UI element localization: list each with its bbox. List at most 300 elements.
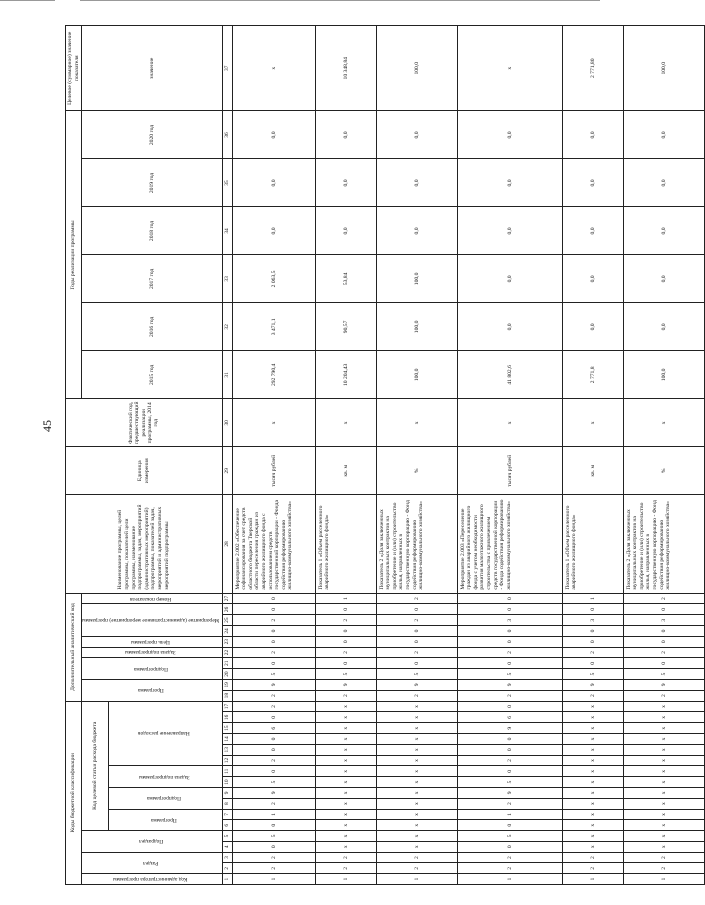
code-cell: 5 — [232, 831, 315, 842]
sub-task-header: Задача подпрограммы — [108, 766, 222, 788]
code-cell: х — [562, 744, 623, 755]
code-cell: 0 — [232, 712, 315, 723]
value-2017-cell: 0,0 — [562, 255, 623, 303]
final-value-header: значение — [82, 26, 223, 112]
year-2017-header: 2017 год — [82, 255, 223, 303]
code-cell: 0 — [623, 626, 704, 637]
final-value-cell: 10 348,84 — [315, 26, 376, 112]
code-cell: 2 — [623, 593, 704, 604]
value-2019-cell: 0,0 — [376, 159, 457, 207]
code-cell: х — [376, 809, 457, 820]
code-cell: 9 — [232, 679, 315, 690]
code-cell: х — [562, 712, 623, 723]
code-cell: 0 — [457, 820, 562, 831]
column-number-cell: 8 — [222, 798, 232, 809]
code-cell: 2 — [457, 647, 562, 658]
name-cell: Показатель 1 «Объем расселенного аварийного жилищного фонда» — [315, 495, 376, 593]
code-cell: 0 — [232, 593, 315, 604]
budget-classification-header: Коды бюджетной классификации — [66, 701, 82, 884]
code-cell: 1 — [457, 874, 562, 885]
expense-dir-header: Направление расходов — [108, 701, 222, 766]
code-cell: 9 — [562, 679, 623, 690]
value-2017-cell: 2 063,5 — [232, 255, 315, 303]
column-number-cell: 36 — [222, 111, 232, 159]
code-cell: 2 — [376, 615, 457, 626]
code-cell: 0 — [457, 604, 562, 615]
column-number-cell: 11 — [222, 766, 232, 777]
year-2019-header: 2019 год — [82, 159, 223, 207]
code-cell: х — [562, 809, 623, 820]
code-cell: х — [376, 841, 457, 852]
code-cell: 0 — [232, 734, 315, 745]
code-cell: 2 — [562, 863, 623, 874]
column-number-cell: 9 — [222, 787, 232, 798]
code-cell: х — [315, 701, 376, 712]
column-number-cell: 12 — [222, 755, 232, 766]
column-number-cell: 35 — [222, 159, 232, 207]
a-event-header: Мероприятие (административное мероприятие) программы — [82, 604, 223, 636]
code-cell: 2 — [457, 798, 562, 809]
code-cell: х — [315, 734, 376, 745]
code-cell: 9 — [623, 679, 704, 690]
code-cell: 9 — [232, 787, 315, 798]
unit-cell: тысяч рублей — [232, 447, 315, 495]
code-cell: 0 — [457, 841, 562, 852]
code-cell: 0 — [457, 744, 562, 755]
code-cell: 1 — [315, 593, 376, 604]
rotated-table-sheet — [65, 25, 672, 885]
column-number-cell: 31 — [222, 351, 232, 399]
column-number-cell: 15 — [222, 723, 232, 734]
code-cell: х — [376, 723, 457, 734]
fin-year-cell: х — [562, 399, 623, 447]
code-cell: х — [623, 809, 704, 820]
code-cell: 9 — [457, 679, 562, 690]
code-cell: 0 — [562, 636, 623, 647]
code-cell: 0 — [457, 636, 562, 647]
value-2015-cell: 10 204,43 — [315, 351, 376, 399]
code-cell: 2 — [232, 798, 315, 809]
code-cell: х — [623, 766, 704, 777]
code-cell: х — [315, 787, 376, 798]
code-cell: 0 — [562, 604, 623, 615]
value-2015-cell: 100,0 — [376, 351, 457, 399]
code-cell: х — [623, 744, 704, 755]
code-cell: 0 — [376, 626, 457, 637]
a-task-header: Задача подпрограммы — [82, 647, 223, 658]
code-cell: х — [623, 755, 704, 766]
code-cell: 0 — [315, 658, 376, 669]
column-number-cell: 24 — [222, 626, 232, 637]
top-edge-line-left — [0, 0, 55, 1]
page-number: 45 — [40, 420, 54, 432]
code-cell: 0 — [232, 841, 315, 852]
table-row — [623, 26, 704, 885]
fin-year-cell: х — [457, 399, 562, 447]
code-cell: 3 — [623, 615, 704, 626]
code-cell: 0 — [623, 658, 704, 669]
code-cell: 6 — [232, 723, 315, 734]
code-cell: х — [376, 744, 457, 755]
fin-year-cell: х — [376, 399, 457, 447]
code-cell: 0 — [232, 604, 315, 615]
code-cell: х — [315, 820, 376, 831]
code-cell: х — [623, 701, 704, 712]
value-2015-cell: 2 771,8 — [562, 351, 623, 399]
code-cell: 2 — [623, 863, 704, 874]
code-cell: 0 — [457, 766, 562, 777]
code-cell: х — [562, 798, 623, 809]
code-cell: х — [623, 712, 704, 723]
value-2018-cell: 0,0 — [232, 207, 315, 255]
column-number-cell: 4 — [222, 841, 232, 852]
column-number-cell: 29 — [222, 447, 232, 495]
code-cell: 0 — [623, 604, 704, 615]
code-cell: 0 — [232, 636, 315, 647]
column-number-cell: 27 — [222, 593, 232, 604]
code-cell: х — [623, 723, 704, 734]
value-2016-cell: 0,0 — [457, 303, 562, 351]
code-cell: 0 — [623, 636, 704, 647]
code-cell: х — [623, 798, 704, 809]
code-cell: 9 — [457, 787, 562, 798]
code-cell: 2 — [376, 690, 457, 701]
code-cell: 5 — [562, 669, 623, 680]
code-cell: 2 — [232, 755, 315, 766]
column-number-cell: 17 — [222, 701, 232, 712]
name-cell: Мероприятие 2.003 «Переселение граждан из аварийного жилищного фонда с учетом необходимости развития малоэтажного жилищного строительства с привлечением средств государственной корпорации - Фонда содействия реформированию жилищно-коммунального хозяйства» — [457, 495, 562, 593]
table-row — [376, 26, 457, 885]
code-cell: 5 — [376, 669, 457, 680]
code-cell: х — [562, 766, 623, 777]
column-number-cell: 6 — [222, 820, 232, 831]
code-cell: 1 — [623, 874, 704, 885]
code-cell: 0 — [232, 766, 315, 777]
code-cell: 2 — [315, 615, 376, 626]
unit-cell: % — [376, 447, 457, 495]
fin-year-cell: х — [232, 399, 315, 447]
code-cell: 2 — [232, 863, 315, 874]
subsection-header: Подраздел — [82, 831, 223, 853]
final-value-cell: 100,0 — [623, 26, 704, 112]
code-cell: 1 — [232, 809, 315, 820]
year-2020-header: 2020 год — [82, 111, 223, 159]
value-2019-cell: 0,0 — [315, 159, 376, 207]
column-number-cell: 2 — [222, 863, 232, 874]
name-cell: Мероприятие 2.002 «Обеспечение софинансирования за счет средств областного бюджета Тверской области переселения граждан из аварийного жилищного фонда с использованием средств государственной корпорации - Фонда содействия реформированию жилищно-коммунального хозяйства» — [232, 495, 315, 593]
code-cell: х — [562, 701, 623, 712]
code-cell: х — [315, 766, 376, 777]
code-cell: х — [315, 777, 376, 788]
code-cell: 9 — [457, 723, 562, 734]
code-cell: 0 — [376, 658, 457, 669]
code-cell: х — [376, 734, 457, 745]
code-cell: 0 — [232, 626, 315, 637]
code-cell: х — [376, 701, 457, 712]
code-cell: 0 — [232, 744, 315, 755]
a-goal-header: Цель программы — [82, 636, 223, 647]
code-cell: 2 — [562, 690, 623, 701]
column-number-cell: 33 — [222, 255, 232, 303]
code-cell: 2 — [232, 647, 315, 658]
code-cell: 2 — [315, 852, 376, 863]
value-2020-cell: 0,0 — [315, 111, 376, 159]
name-cell: Показатель 1 «Объем расселенного аварийного жилищного фонда» — [562, 495, 623, 593]
code-cell: х — [623, 777, 704, 788]
program-table — [65, 25, 705, 885]
header-row-1 — [66, 26, 82, 885]
code-cell: 1 — [376, 874, 457, 885]
table-row — [232, 26, 315, 885]
code-cell: х — [376, 755, 457, 766]
value-2018-cell: 0,0 — [376, 207, 457, 255]
final-value-cell: х — [457, 26, 562, 112]
code-cell: 5 — [457, 831, 562, 842]
name-cell: Показатель 2 «Доля заключенных муниципальных контрактов на приобретение и (или) строительство жилья, направленных в государственную корпорацию - Фонд содействия реформированию жилищно-коммунального хозяйства» — [376, 495, 457, 593]
code-cell: х — [315, 809, 376, 820]
code-cell: 3 — [457, 615, 562, 626]
value-2017-cell: 53,84 — [315, 255, 376, 303]
code-cell: 2 — [457, 863, 562, 874]
value-2017-cell: 0,0 — [623, 255, 704, 303]
column-number-cell: 25 — [222, 615, 232, 626]
code-cell: 1 — [457, 809, 562, 820]
code-cell: х — [376, 787, 457, 798]
code-cell: х — [315, 798, 376, 809]
column-number-cell: 10 — [222, 777, 232, 788]
code-cell: 0 — [315, 636, 376, 647]
code-cell: 2 — [623, 647, 704, 658]
code-cell: х — [315, 712, 376, 723]
top-edge-line-mid — [80, 0, 600, 1]
unit-cell: % — [623, 447, 704, 495]
code-cell: 2 — [232, 701, 315, 712]
value-2018-cell: 0,0 — [457, 207, 562, 255]
year-2018-header: 2018 год — [82, 207, 223, 255]
code-cell: 5 — [232, 669, 315, 680]
code-cell: 5 — [457, 777, 562, 788]
final-header: Целевое (суммарное) значение показателя — [66, 26, 82, 112]
code-cell: х — [562, 831, 623, 842]
code-cell: х — [376, 777, 457, 788]
code-cell: 2 — [623, 852, 704, 863]
code-cell: 9 — [376, 679, 457, 690]
code-cell: х — [376, 766, 457, 777]
year-2015-header: 2015 год — [82, 351, 223, 399]
code-cell: 0 — [457, 626, 562, 637]
code-cell: х — [623, 787, 704, 798]
code-cell: х — [623, 831, 704, 842]
name-header: Наименование программы, целей программы, показателей цели программы, наименование подпрограммы, задач, мероприятий (административных мероприятий) подпрограммы, показателей задач, мероприятий и административных мероприятий подпрограммы — [66, 495, 223, 593]
table-row — [457, 26, 562, 885]
code-cell: 2 — [376, 852, 457, 863]
section-header: Раздел — [82, 852, 223, 874]
fin-year-header: Фактический год, предшествующий реализации программы, 2014 год — [66, 399, 223, 447]
code-cell: х — [315, 841, 376, 852]
column-number-cell: 3 — [222, 852, 232, 863]
column-number-cell: 5 — [222, 831, 232, 842]
value-2018-cell: 0,0 — [623, 207, 704, 255]
code-cell: 0 — [562, 626, 623, 637]
value-2020-cell: 0,0 — [376, 111, 457, 159]
column-number-cell: 16 — [222, 712, 232, 723]
value-2015-cell: 100,0 — [623, 351, 704, 399]
code-cell: 0 — [457, 593, 562, 604]
a-subprogram-header: Подпрограмма — [82, 658, 223, 680]
code-cell: 0 — [232, 658, 315, 669]
code-cell: 6 — [457, 712, 562, 723]
code-cell: 0 — [315, 626, 376, 637]
unit-cell: кв. м — [562, 447, 623, 495]
value-2020-cell: 0,0 — [457, 111, 562, 159]
code-cell: х — [562, 841, 623, 852]
value-2019-cell: 0,0 — [623, 159, 704, 207]
program-header: Программа — [108, 809, 222, 831]
value-2018-cell: 0,0 — [562, 207, 623, 255]
column-number-cell: 13 — [222, 744, 232, 755]
column-number-cell: 14 — [222, 734, 232, 745]
code-cell: х — [562, 723, 623, 734]
column-number-cell: 34 — [222, 207, 232, 255]
code-cell: 9 — [315, 679, 376, 690]
year-2016-header: 2016 год — [82, 303, 223, 351]
column-number-cell: 7 — [222, 809, 232, 820]
value-2020-cell: 0,0 — [562, 111, 623, 159]
code-cell: х — [315, 831, 376, 842]
final-value-cell: х — [232, 26, 315, 112]
column-number-cell: 1 — [222, 874, 232, 885]
code-cell: х — [562, 787, 623, 798]
code-cell: 3 — [562, 615, 623, 626]
a-program-header: Программа — [82, 679, 223, 701]
column-numbers-row — [222, 26, 232, 885]
code-cell: 1 — [562, 874, 623, 885]
code-cell: 0 — [562, 658, 623, 669]
value-2016-cell: 0,0 — [562, 303, 623, 351]
value-2016-cell: 100,0 — [376, 303, 457, 351]
years-header: Годы реализации программы — [66, 111, 82, 399]
column-number-cell: 37 — [222, 26, 232, 112]
code-cell: 0 — [232, 820, 315, 831]
code-cell: х — [315, 744, 376, 755]
code-cell: 0 — [315, 604, 376, 615]
column-number-cell: 28 — [222, 495, 232, 593]
code-cell: 2 — [232, 615, 315, 626]
code-cell: 2 — [562, 647, 623, 658]
value-2019-cell: 0,0 — [232, 159, 315, 207]
code-cell: х — [562, 777, 623, 788]
code-cell: 2 — [457, 755, 562, 766]
code-cell: 5 — [232, 777, 315, 788]
code-cell: х — [562, 820, 623, 831]
value-2016-cell: 3 471,1 — [232, 303, 315, 351]
code-cell: 1 — [562, 593, 623, 604]
column-number-cell: 19 — [222, 679, 232, 690]
unit-header: Единица измерения — [66, 447, 223, 495]
code-cell: 5 — [623, 669, 704, 680]
code-cell: х — [562, 734, 623, 745]
value-2018-cell: 0,0 — [315, 207, 376, 255]
column-number-cell: 23 — [222, 636, 232, 647]
code-cell: х — [376, 798, 457, 809]
value-2015-cell: 41 802,6 — [457, 351, 562, 399]
column-number-cell: 21 — [222, 658, 232, 669]
fin-year-cell: х — [315, 399, 376, 447]
value-2015-cell: 292 790,4 — [232, 351, 315, 399]
value-2016-cell: 0,0 — [623, 303, 704, 351]
unit-cell: кв. м — [315, 447, 376, 495]
code-cell: 0 — [457, 734, 562, 745]
column-number-cell: 22 — [222, 647, 232, 658]
code-cell: 0 — [457, 658, 562, 669]
column-number-cell: 26 — [222, 604, 232, 615]
code-cell: 0 — [457, 701, 562, 712]
code-cell: х — [376, 820, 457, 831]
code-cell: 2 — [232, 690, 315, 701]
code-cell: 5 — [315, 669, 376, 680]
table-row — [315, 26, 376, 885]
final-value-cell: 2 771,80 — [562, 26, 623, 112]
code-cell: 5 — [457, 669, 562, 680]
value-2016-cell: 90,57 — [315, 303, 376, 351]
admin-code-header: Код администратора программы — [82, 874, 223, 885]
value-2017-cell: 100,0 — [376, 255, 457, 303]
analytic-code-header: Дополнительный аналитический код — [66, 593, 82, 701]
subprogram-header: Подпрограмма — [108, 787, 222, 809]
code-cell: х — [623, 841, 704, 852]
value-2020-cell: 0,0 — [623, 111, 704, 159]
code-cell: 2 — [562, 852, 623, 863]
code-cell: х — [623, 734, 704, 745]
code-cell: 2 — [315, 863, 376, 874]
code-cell: 2 — [623, 690, 704, 701]
code-cell: 2 — [232, 852, 315, 863]
column-number-cell: 32 — [222, 303, 232, 351]
code-cell: х — [562, 755, 623, 766]
value-2020-cell: 0,0 — [232, 111, 315, 159]
table-row — [562, 26, 623, 885]
code-cell: 2 — [457, 852, 562, 863]
column-number-cell: 30 — [222, 399, 232, 447]
target-article-header: Код целевой статьи расхода бюджета — [82, 701, 109, 831]
fin-year-cell: х — [623, 399, 704, 447]
code-cell: 2 — [376, 647, 457, 658]
code-cell: х — [376, 831, 457, 842]
column-number-cell: 20 — [222, 669, 232, 680]
a-indicator-header: Номер показателя — [82, 593, 223, 604]
final-value-cell: 100,0 — [376, 26, 457, 112]
value-2019-cell: 0,0 — [457, 159, 562, 207]
name-cell: Показатель 2 «Доля заключенных муниципальных контрактов на приобретение и (или) строительство жилья, направленных в государственную корпорацию - Фонд содействия реформированию жилищно-коммунального хозяйства» — [623, 495, 704, 593]
value-2019-cell: 0,0 — [562, 159, 623, 207]
code-cell: 2 — [376, 863, 457, 874]
code-cell: 0 — [376, 604, 457, 615]
code-cell: 2 — [315, 647, 376, 658]
code-cell: 0 — [376, 636, 457, 647]
code-cell: 1 — [232, 874, 315, 885]
code-cell: х — [623, 820, 704, 831]
unit-cell: тысяч рублей — [457, 447, 562, 495]
column-number-cell: 18 — [222, 690, 232, 701]
code-cell: 1 — [315, 874, 376, 885]
code-cell: 2 — [376, 593, 457, 604]
code-cell: 2 — [315, 690, 376, 701]
code-cell: х — [315, 723, 376, 734]
code-cell: х — [376, 712, 457, 723]
code-cell: 2 — [457, 690, 562, 701]
code-cell: х — [315, 755, 376, 766]
value-2017-cell: 0,0 — [457, 255, 562, 303]
